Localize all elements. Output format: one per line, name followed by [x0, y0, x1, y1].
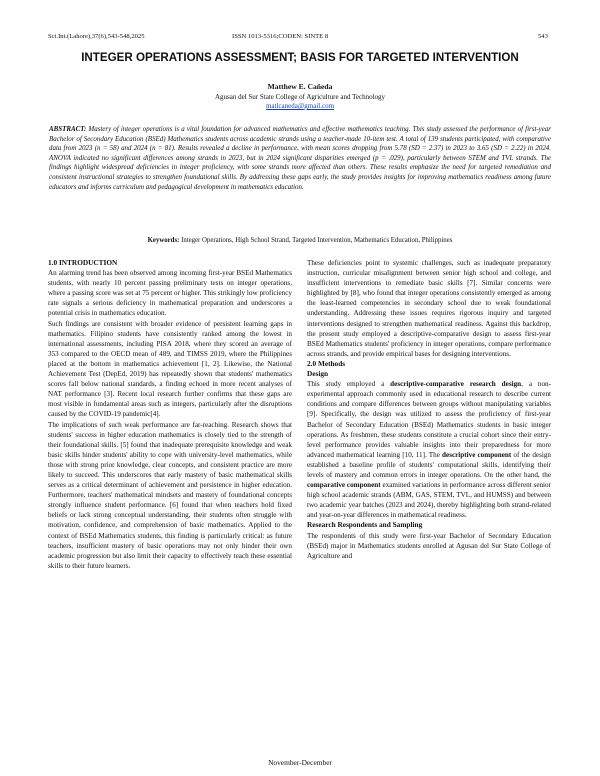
section-heading-introduction: 1.0 INTRODUCTION [48, 258, 118, 267]
author-email-link[interactable]: matlcaneda@gmail.com [265, 102, 335, 110]
journal-reference: Sci.Int.(Lahore),37(6),543-548,2025 [48, 33, 145, 40]
paper-title: INTEGER OPERATIONS ASSESSMENT; BASIS FOR TARGETED INTERVENTION [81, 51, 519, 64]
right-column [307, 258, 551, 561]
subsection-heading-respondents: Research Respondents and Sampling [307, 520, 423, 530]
author-name: Matthew E. Cañeda [267, 82, 333, 91]
section-heading-methods: 2.0 Methods [307, 358, 346, 368]
left-column [48, 258, 292, 571]
keywords-label: Keywords: [147, 237, 180, 244]
issn-coden: ISSN 1013-5316;CODEN: SINTE 8 [232, 33, 329, 40]
abstract-text: Mastery of integer operations is a vital foundation for advanced mathematics and effective mathematics teaching. This study assessed the performance of first-year Bachelor of Secondary Education (BSEd) Mathematics students across academic strands using a teacher-made 10-item test. A total of 139 students participated, with comparative data from 2023 (n = 58) and 2024 (n = 81). Results revealed a decline in performance, with mean scores dropping from 5.78 (SD = 2.37) in 2023 to 3.65 (SD = 2.22) in 2024. ANOVA indicated no significant differences among strands in 2023, but in 2024 significant disparities emerged (p = .029), particularly between STEM and TVL strands. The findings highlight widespread deficiencies in integer proficiency, with some strands more affected than others. These results emphasize the need for targeted remediation and consistent instructional strategies to strengthen foundational skills. By addressing these gaps early, the study provides insights for improving mathematics readiness among future educators and informs curriculum and pedagogical development in mathematics education. [49, 125, 552, 191]
subsection-heading-design: Design [307, 369, 329, 379]
paragraph: This study employed a descriptive-comparative research design, a non-experimental approach commonly used in educational research to describe current conditions and compare differences between groups without manipulating variables [9]. Specifically, the design was utilized to assess the proficiency of first-year Bachelor of Secondary Education (BSEd) Mathematics students in basic integer operations. As freshmen, these students constitute a crucial cohort since their entry-level performance provides valuable insights into their preparedness for more advanced mathematical learning [10, 11]. The descriptive component of the design established a baseline profile of students' computational skills, identifying their levels of mastery and common errors in integer operations. On the other hand, the comparative component examined variations in performance across different senior high school academic strands (ABM, GAS, STEM, TVL, and HUMSS) and between two academic year batches (2023 and 2024), thereby highlighting both strand-related and year-on-year differences in mathematical readiness. [307, 380, 552, 520]
paragraph: These deficiencies point to systemic challenges, such as inadequate preparatory instruction, curricular misalignment between senior high school and college, and insufficient interventions to remediate basic skills [7]. Similar concerns were highlighted by [8], who found that integer operations consistently emerged as among the least-learned competencies in secondary school due to weak foundational understanding. Addressing these issues requires rigorous inquiry and targeted interventions designed to strengthen mathematical readiness. Against this backdrop, the present study employed a descriptive-comparative design to assess first-year BSEd Mathematics students' proficiency in integer operations, compare performance across strands, and provide empirical bases for designing interventions. [307, 259, 551, 358]
abstract [49, 125, 551, 192]
paragraph: An alarming trend has been observed among incoming first-year BSEd Mathematics students, with nearly 10 percent passing preliminary tests on integer operations, where a passing score was set at 75 percent or higher. This strikingly low proficiency rate signals a serious deficiency in mathematical preparation and underscores a potential crisis in mathematics education. [48, 269, 292, 318]
paragraph: The implications of such weak performance are far-reaching. Research shows that students' success in higher education mathematics is closely tied to the strength of their foundational skills. [5] found that inadequate prerequisite knowledge and weak basic skills hinder students' ability to cope with university-level mathematics, while those with strong prior knowledge, clear concepts, and consistent practice are more likely to succeed. This underscores that early mastery of basic mathematical skills serves as a critical determinant of achievement and persistence in higher education. Furthermore, teachers' mathematical mindsets and mastery of foundational concepts strongly influence student performance. [6] found that when teachers hold fixed beliefs or lack strong conceptual understanding, their students often struggle with motivation, confidence, and comprehension of basic mathematics. Applied to the context of BSEd Mathematics students, this finding is particularly critical: as future teachers, insufficient mastery of basic operations may not only hinder their own academic progression but also limit their capacity to effectively teach these essential skills to their future learners. [48, 420, 292, 570]
paragraph: The respondents of this study were first-year Bachelor of Secondary Education (BSEd) major in Mathematics students enrolled at Agusan del Sur State College of Agriculture and [307, 531, 551, 560]
abstract-label: ABSTRACT: [49, 125, 87, 133]
page-number: 543 [538, 33, 548, 40]
keywords-text: Integer Operations, High School Strand, Targeted Intervention, Mathematics Education, Philippines [181, 237, 453, 244]
paragraph: Such findings are consistent with broader evidence of persistent learning gaps in mathematics. Filipino students have consistently ranked among the lowest in international assessments, including PISA 2018, where they scored an average of 353 compared to the OECD mean of 489, and TIMSS 2019, where the Philippines placed at the bottom in mathematics achievement [1, 2]. Likewise, the National Achievement Test (DepEd, 2019) has repeatedly shown that students' mathematics scores fall below national standards, a finding echoed in more recent analyses of NAT performance [3]. Recent local research further confirms that these gaps are most visible in fundamental areas such as integers, particularly after the disruptions caused by the COVID-19 pandemic[4]. [48, 319, 292, 419]
page-footer: November-December [268, 758, 332, 767]
keywords [49, 237, 551, 244]
author-affiliation: Agusan del Sur State College of Agriculture and Technology [214, 93, 386, 101]
